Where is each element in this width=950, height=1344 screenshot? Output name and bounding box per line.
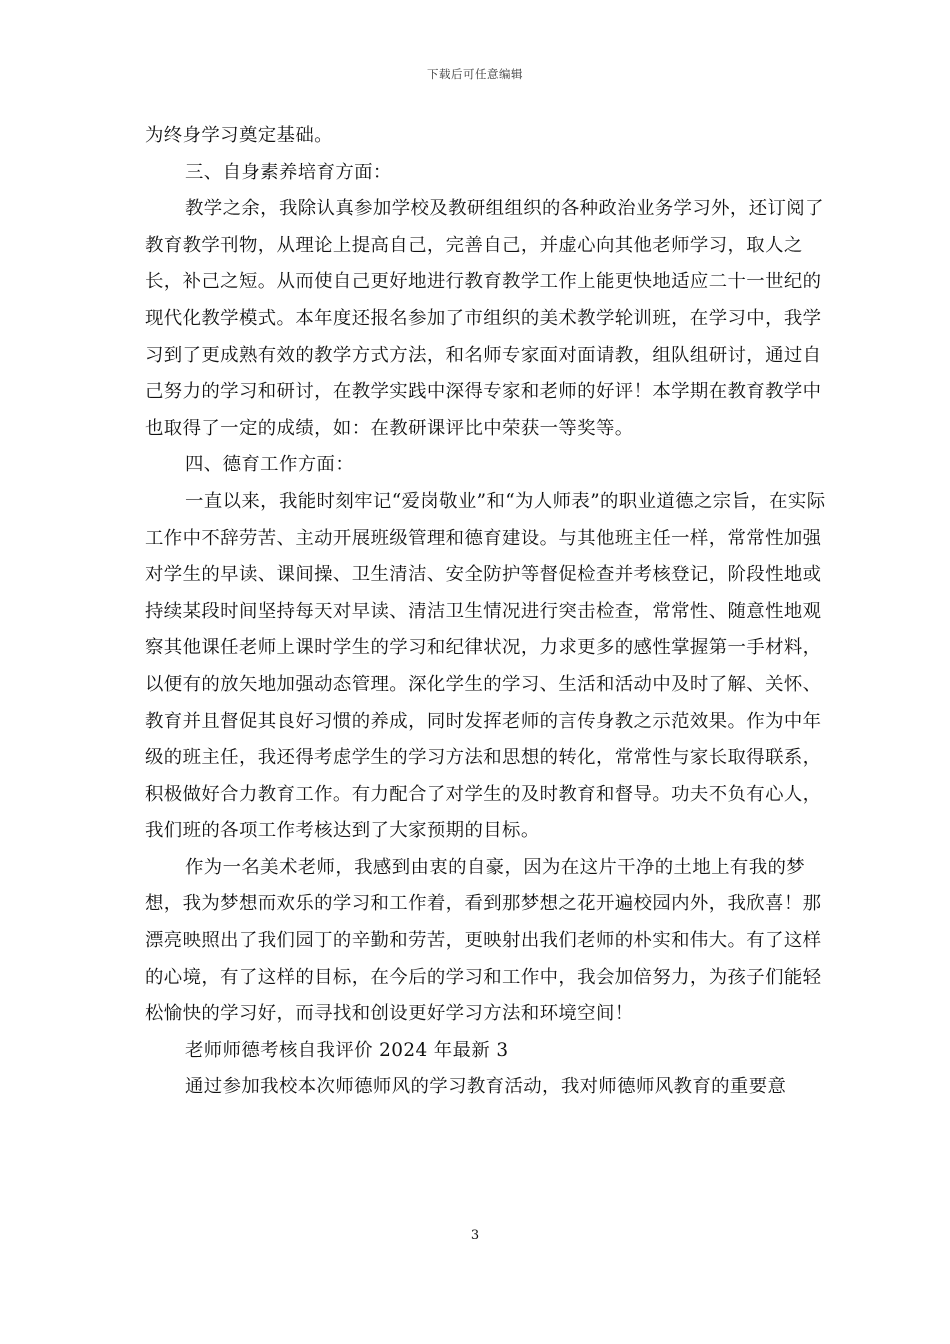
paragraph: 教学之余，我除认真参加学校及教研组组织的各种政治业务学习外，还订阅了教育教学刊物，从理论上提高自己，完善自己，并虚心向其他老师学习，取人之长，补己之短。从而使自己更好地进行教育教学工作上能更快地适应二十一世纪的现代化教学模式。本年度还报名参加了市组织的美术教学轮训班，在学习中，我学习到了更成熟有效的教学方式方法，和名师专家面对面请教，组队组研讨，通过自己努力的学习和研讨，在教学实践中深得专家和老师的好评！本学期在教育教学中也取得了一定的成绩，如：在教研课评比中荣获一等奖等。 (145, 198, 824, 439)
paragraph: 一直以来，我能时刻牢记“爱岗敬业”和“为人师表”的职业道德之宗旨，在实际工作中不辞劳苦、主动开展班级管理和德育建设。与其他班主任一样，常常性加强对学生的早读、课间操、卫生清洁、安全防护等督促检查并考核登记，阶段性地或持续某段时间坚持每天对早读、清洁卫生情况进行突击检查，常常性、随意性地观察其他课任老师上课时学生的学习和纪律状况，力求更多的感性掌握第一手材料，以便有的放矢地加强动态管理。深化学生的学习、生活和活动中及时了解、关怀、教育并且督促其良好习惯的养成，同时发挥老师的言传身教之示范效果。作为中年级的班主任，我还得考虑学生的学习方法和思想的转化，常常性与家长取得联系，积极做好合力教育工作。有力配合了对学生的及时教育和督导。功夫不负有心人，我们班的各项工作考核达到了大家预期的目标。 (145, 490, 826, 842)
article-title: 老师师德考核自我评价 2024 年最新 3 (185, 1039, 509, 1061)
paragraph: 为终身学习奠定基础。 (145, 125, 333, 146)
paragraph: 通过参加我校本次师德师风的学习教育活动，我对师德师风教育的重要意 (185, 1076, 787, 1098)
page-header: 下载后可任意编辑 (427, 67, 523, 81)
section-heading: 四、德育工作方面： (185, 454, 355, 476)
section-heading: 三、自身素养培育方面： (185, 161, 392, 183)
page-number: 3 (470, 1228, 480, 1243)
document-body (145, 118, 830, 1106)
paragraph: 作为一名美术老师，我感到由衷的自豪，因为在这片干净的土地上有我的梦想，我为梦想而欢乐的学习和工作着，看到那梦想之花开遍校园内外，我欣喜！那漂亮映照出了我们园丁的辛勤和劳苦，更映射出我们老师的朴实和伟大。有了这样的心境，有了这样的目标，在今后的学习和工作中，我会加倍努力，为孩子们能轻松愉快的学习好，而寻找和创设更好学习方法和环境空间！ (145, 856, 822, 1025)
